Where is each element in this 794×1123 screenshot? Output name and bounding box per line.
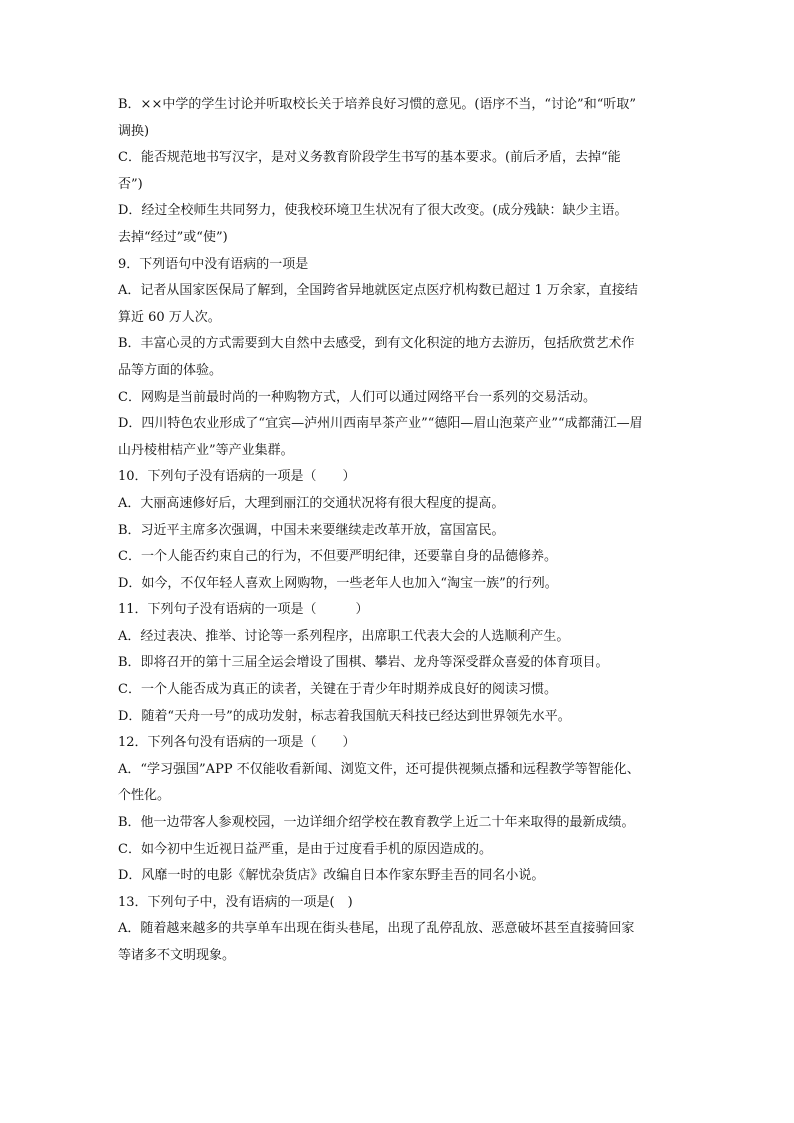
text-line: 去掉“经过”或“使”) [118,229,228,245]
text-line: C．一个人能否约束自己的行为，不但要严明纪律，还要靠自身的品德修养。 [118,549,557,565]
text-line: B．即将召开的第十三届全运会增设了围棋、攀岩、龙舟等深受群众喜爱的体育项目。 [118,655,609,671]
text-line: B．××中学的学生讨论并听取校长关于培养良好习惯的意见。(语序不当，“讨论”和“听取” [118,97,636,112]
question-10-stem: 10．下列句子没有语病的一项是（ ） [118,469,356,485]
text-line: 等诸多不文明现象。 [118,948,236,963]
text-line: D．如今，不仅年轻人喜欢上网购物，一些老年人也加入“淘宝一族”的行列。 [118,575,558,591]
text-line: 品等方面的体验。 [118,362,223,378]
text-line: C．网购是当前最时尚的一种购物方式，人们可以通过网络平台一系列的交易活动。 [118,389,596,405]
text-line: 个性化。 [118,788,171,804]
text-line: A．“学习强国”APP 不仅能收看新闻、浏览文件，还可提供视频点播和远程教学等智能化、 [118,761,640,777]
text-line: D．经过全校师生共同努力，使我校环境卫生状况有了很大改变。(成分残缺：缺少主语。 [118,203,628,219]
text-line: C．如今初中生近视日益严重，是由于过度看手机的原因造成的。 [118,841,492,857]
text-line: C．一个人能否成为真正的读者，关键在于青少年时期养成良好的阅读习惯。 [118,682,557,698]
question-12-stem: 12．下列各句没有语病的一项是（ ） [118,735,356,751]
text-line: A．记者从国家医保局了解到，全国跨省异地就医定点医疗机构数已超过 1 万余家，直接结 [118,283,638,299]
text-line: D．四川特色农业形成了“宜宾—泸州川西南早茶产业”“德阳—眉山泡菜产业”“成都蒲江—眉 [118,416,643,432]
text-line: C．能否规范地书写汉字，是对义务教育阶段学生书写的基本要求。(前后矛盾，去掉“能 [118,150,621,166]
text-line: B．习近平主席多次强调，中国未来要继续走改革开放，富国富民。 [118,522,505,538]
question-9-stem: 9．下列语句中没有语病的一项是 [118,256,309,272]
text-line: 算近 60 万人次。 [118,309,221,325]
question-11-stem: 11．下列句子没有语病的一项是（ ） [118,602,369,618]
question-13-stem: 13．下列句子中，没有语病的一项是( ) [118,894,353,910]
text-line: 否”) [118,176,143,192]
text-line: A．经过表决、推举、讨论等一系列程序，出席职工代表大会的人选顺利产生。 [118,628,570,644]
text-line: D．随着“天舟一号”的成功发射，标志着我国航天科技已经达到世界领先水平。 [118,708,571,724]
document-body [118,92,678,970]
text-line: D．风靡一时的电影《解忧杂货店》改编自日本作家东野圭吾的同名小说。 [118,868,545,884]
text-line: 山丹棱柑桔产业”等产业集群。 [118,442,294,458]
text-line: B．他一边带客人参观校园，一边详细介绍学校在教育教学上近二十年来取得的最新成绩。 [118,815,635,831]
text-line: B．丰富心灵的方式需要到大自然中去感受，到有文化积淀的地方去游历，包括欣赏艺术作 [118,336,635,352]
text-line: A．大丽高速修好后，大理到丽江的交通状况将有很大程度的提高。 [118,495,505,511]
text-line: 调换) [118,123,150,139]
text-line: A．随着越来越多的共享单车出现在街头巷尾，出现了乱停乱放、恶意破坏甚至直接骑回家 [118,921,635,937]
